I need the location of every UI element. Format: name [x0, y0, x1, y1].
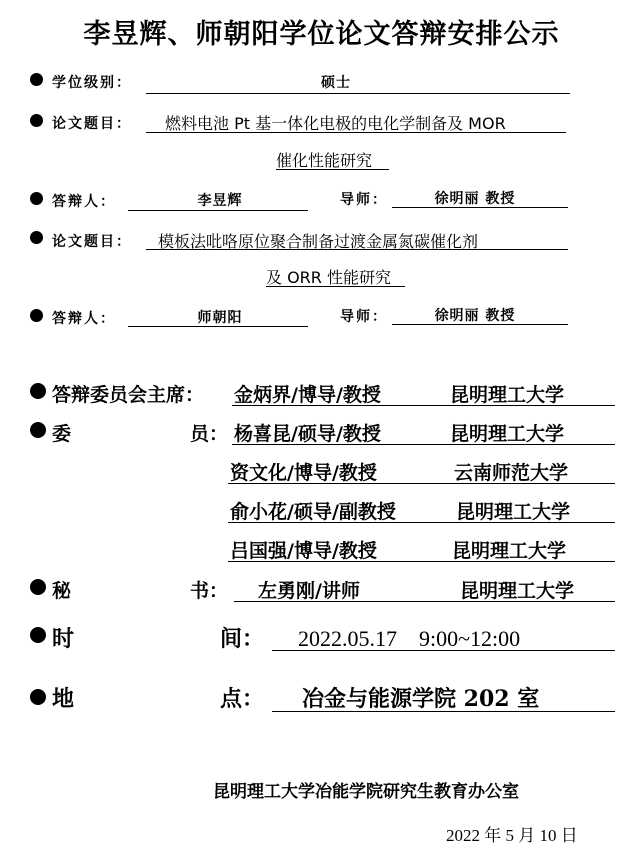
advisor1-label: 导师： [340, 192, 388, 208]
members-label-1: 委 [52, 423, 72, 445]
thesis1-title-line2: 催化性能研究 [276, 151, 373, 170]
degree-underline [146, 93, 570, 94]
place-label-1: 地 [52, 686, 75, 712]
defender2-label: 答辩人： [52, 311, 116, 327]
bullet-icon [30, 309, 43, 322]
degree-value: 硕士 [321, 75, 351, 91]
time-value: 2022.05.17 9:00~12:00 [298, 626, 521, 651]
time-underline [272, 650, 615, 651]
bullet-icon [30, 114, 43, 127]
member-underline [232, 444, 615, 445]
member-person: 资文化/博导/教授 [230, 462, 377, 484]
bullet-icon [30, 73, 43, 86]
advisor2-label: 导师： [340, 309, 388, 325]
defender1-name: 李昱辉 [197, 193, 243, 209]
member-org: 昆明理工大学 [456, 501, 571, 523]
chair-org: 昆明理工大学 [450, 384, 565, 406]
secretary-underline [234, 601, 615, 602]
secretary-person: 左勇刚/讲师 [258, 580, 360, 602]
thesis2-title-line2: 及 ORR 性能研究 [266, 268, 392, 287]
secretary-label-2: 书： [190, 580, 229, 602]
bullet-icon [30, 231, 43, 244]
secretary-label-1: 秘 [52, 580, 72, 602]
time-label-1: 时 [52, 626, 75, 652]
bullet-icon [30, 383, 46, 399]
thesis1-underline-2 [276, 169, 389, 170]
bullet-icon [30, 579, 46, 595]
page-title: 李昱辉、师朝阳学位论文答辩安排公示 [83, 19, 560, 50]
place-underline [272, 711, 615, 712]
thesis1-underline [146, 132, 566, 133]
member-person: 俞小花/硕导/副教授 [230, 501, 396, 523]
advisor2-name: 徐明丽 教授 [434, 308, 516, 324]
place-label-2: 点： [220, 686, 265, 712]
place-value: 冶金与能源学院 202 室 [302, 686, 540, 712]
footer-date: 2022 年 5 月 10 日 [446, 826, 578, 845]
thesis2-underline [146, 249, 568, 250]
bullet-icon [30, 689, 46, 705]
defender1-underline [128, 210, 308, 211]
thesis1-title-line1: 燃料电池 Pt 基一体化电极的电化学制备及 MOR [165, 114, 506, 133]
member-org: 云南师范大学 [454, 462, 569, 484]
member-org: 昆明理工大学 [450, 423, 565, 445]
member-underline [228, 561, 615, 562]
footer-office: 昆明理工大学冶能学院研究生教育办公室 [213, 782, 519, 802]
bullet-icon [30, 422, 46, 438]
time-label-2: 间： [220, 626, 265, 652]
degree-label: 学位级别： [52, 75, 132, 91]
defender1-label: 答辩人： [52, 194, 116, 210]
chair-underline [232, 405, 615, 406]
bullet-icon [30, 192, 43, 205]
member-underline [228, 483, 615, 484]
defender2-name: 师朝阳 [197, 310, 243, 326]
members-label-2: 员： [190, 423, 229, 445]
thesis2-underline-2 [266, 286, 405, 287]
thesis1-label: 论文题目： [52, 116, 132, 132]
member-person: 吕国强/博导/教授 [230, 540, 377, 562]
chair-person: 金炳界/博导/教授 [234, 384, 381, 406]
advisor1-name: 徐明丽 教授 [434, 191, 516, 207]
thesis2-label: 论文题目： [52, 234, 132, 250]
member-org: 昆明理工大学 [452, 540, 567, 562]
secretary-org: 昆明理工大学 [460, 580, 575, 602]
thesis2-title-line1: 模板法吡咯原位聚合制备过渡金属氮碳催化剂 [158, 232, 479, 251]
member-person: 杨喜昆/硕导/教授 [234, 423, 381, 445]
member-underline [228, 522, 615, 523]
chair-label: 答辩委员会主席： [52, 384, 205, 406]
bullet-icon [30, 627, 46, 643]
